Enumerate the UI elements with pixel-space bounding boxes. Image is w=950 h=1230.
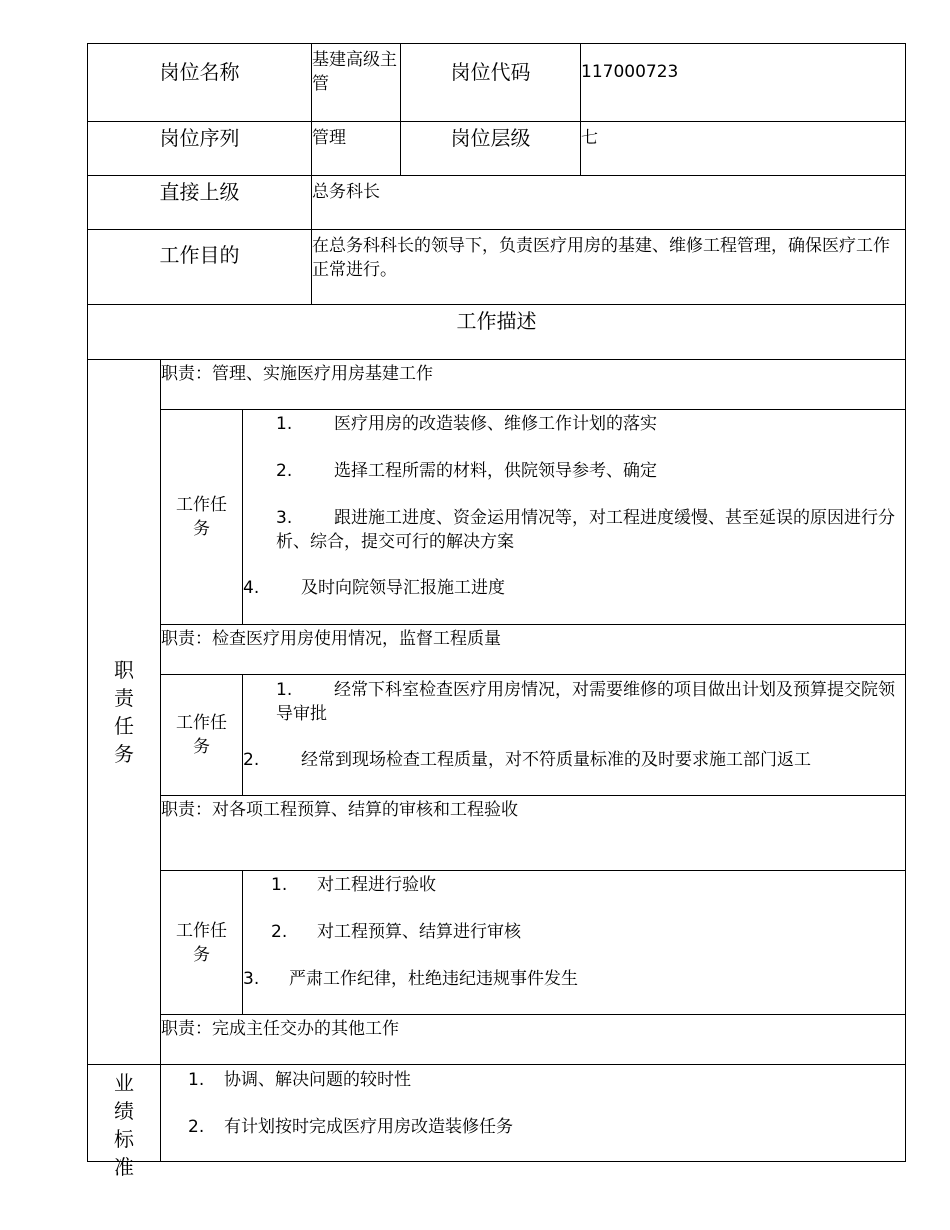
position-name-value: [311, 43, 401, 122]
task-number: 3.: [243, 969, 260, 989]
list-item: [188, 1068, 411, 1092]
level-label-text: 岗位层级: [450, 126, 531, 150]
supervisor-label: [87, 175, 312, 230]
supervisor-text: 总务科长: [312, 182, 380, 202]
purpose-label-text: 工作目的: [159, 243, 240, 267]
list-item: [276, 506, 898, 554]
task-number: 2.: [276, 461, 293, 481]
task-number: 3.: [276, 508, 293, 528]
position-name-label: [87, 43, 312, 122]
list-item: [276, 678, 898, 726]
duty-1-title: [160, 359, 906, 410]
sequence-value: [311, 121, 401, 176]
task-text: 跟进施工进度、资金运用情况等，对工程进度缓慢、甚至延误的原因进行分析、综合，提交可行的解决方案: [276, 508, 895, 552]
list-item: [243, 748, 811, 772]
list-item: [188, 1115, 513, 1139]
duty-1-task-label-text: 工作任务: [176, 495, 227, 539]
duty-1-tasks: [242, 409, 906, 625]
task-text: 对工程进行验收: [317, 875, 436, 895]
position-name-text: 基建高级主管: [312, 50, 397, 94]
task-number: 1.: [271, 875, 288, 895]
position-name-label-text: 岗位名称: [159, 60, 240, 84]
sequence-label: [87, 121, 312, 176]
position-code-text: 117000723: [581, 62, 679, 82]
supervisor-value: [311, 175, 906, 230]
level-value: [580, 121, 906, 176]
duty-3-task-label-text: 工作任务: [176, 920, 227, 965]
level-text: 七: [581, 128, 598, 148]
task-text: 经常下科室检查医疗用房情况，对需要维修的项目做出计划及预算提交院领导审批: [276, 680, 895, 724]
duty-4-title: [160, 1014, 906, 1065]
duties-label: [87, 359, 161, 1065]
duty-1-title-text: 职责：管理、实施医疗用房基建工作: [161, 364, 433, 384]
list-item: [243, 576, 505, 600]
list-item: [271, 920, 521, 944]
duty-2-tasks: [242, 674, 906, 796]
level-label: [400, 121, 581, 176]
duty-2-task-label-text: 工作任务: [176, 713, 227, 757]
duty-3-title: [160, 795, 906, 871]
duty-2-title-text: 职责：检查医疗用房使用情况，监督工程质量: [161, 629, 501, 649]
purpose-text: 在总务科科长的领导下，负责医疗用房的基建、维修工程管理，确保医疗工作正常进行。: [312, 236, 890, 280]
purpose-value: [311, 229, 906, 305]
description-title: [87, 304, 906, 360]
performance-text: 有计划按时完成医疗用房改造装修任务: [224, 1117, 513, 1137]
task-number: 2.: [243, 750, 260, 770]
purpose-label: [87, 229, 312, 305]
duty-3-title-text: 职责：对各项工程预算、结算的审核和工程验收: [161, 800, 518, 820]
performance-list: [160, 1064, 906, 1162]
duty-1-task-label: [160, 409, 243, 625]
performance-text: 协调、解决问题的较时性: [224, 1070, 411, 1090]
task-text: 严肃工作纪律，杜绝违纪违规事件发生: [289, 969, 578, 989]
list-item: [276, 459, 657, 483]
sequence-text: 管理: [312, 128, 346, 148]
task-text: 选择工程所需的材料，供院领导参考、确定: [334, 461, 657, 481]
position-code-label-text: 岗位代码: [450, 60, 531, 84]
duties-label-text: 职责任务: [114, 658, 134, 766]
duty-3-tasks: [242, 870, 906, 1015]
position-code-label: [400, 43, 581, 122]
task-number: 4.: [243, 578, 260, 598]
task-text: 对工程预算、结算进行审核: [317, 922, 521, 942]
description-title-text: 工作描述: [456, 309, 537, 333]
list-item: [276, 412, 657, 436]
list-item: [271, 873, 436, 897]
duty-3-task-label: [160, 870, 243, 1015]
position-code-value: [580, 43, 906, 122]
duty-2-task-label: [160, 674, 243, 796]
task-text: 经常到现场检查工程质量，对不符质量标准的及时要求施工部门返工: [301, 750, 811, 770]
task-text: 及时向院领导汇报施工进度: [301, 578, 505, 598]
performance-number: 2.: [188, 1117, 205, 1137]
performance-label-text: 业绩标准: [114, 1071, 134, 1179]
duty-2-title: [160, 624, 906, 675]
task-number: 1.: [276, 680, 293, 700]
task-number: 2.: [271, 922, 288, 942]
duty-4-title-text: 职责：完成主任交办的其他工作: [161, 1019, 399, 1039]
task-number: 1.: [276, 414, 293, 434]
list-item: [243, 967, 578, 991]
sequence-label-text: 岗位序列: [159, 126, 240, 150]
supervisor-label-text: 直接上级: [159, 180, 240, 204]
task-text: 医疗用房的改造装修、维修工作计划的落实: [334, 414, 657, 434]
performance-number: 1.: [188, 1070, 205, 1090]
performance-label: [87, 1064, 161, 1179]
